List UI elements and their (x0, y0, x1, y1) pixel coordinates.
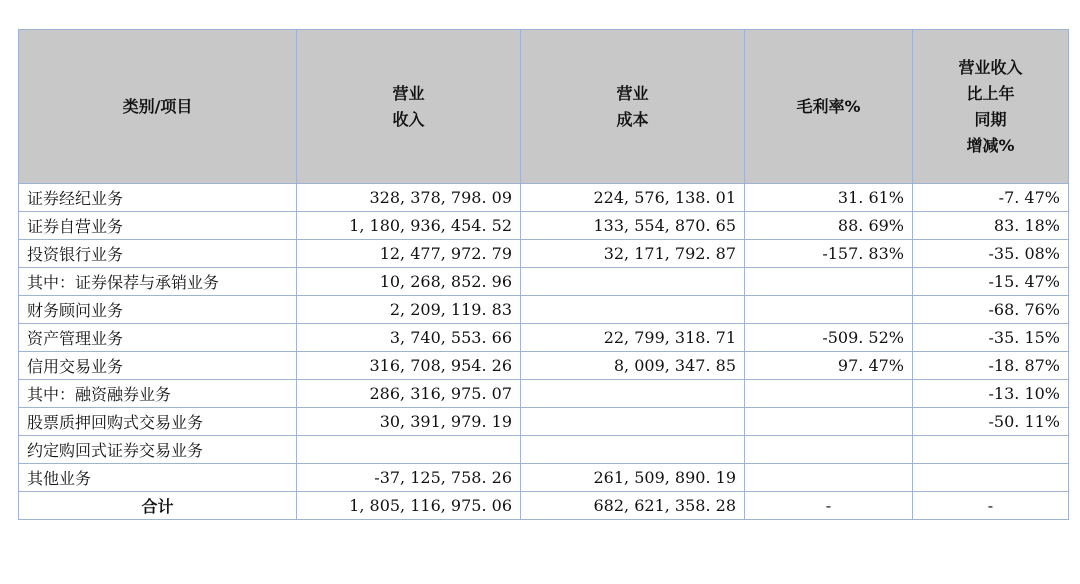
row-change (913, 464, 1069, 492)
row-label: 股票质押回购式交易业务 (19, 408, 297, 436)
row-revenue: 12, 477, 972. 79 (297, 240, 521, 268)
row-margin: -157. 83% (745, 240, 913, 268)
row-change: -35. 15% (913, 324, 1069, 352)
row-cost: 22, 799, 318. 71 (521, 324, 745, 352)
row-label: 证券经纪业务 (19, 184, 297, 212)
row-cost: 133, 554, 870. 65 (521, 212, 745, 240)
table-row (19, 268, 1069, 296)
row-margin (745, 464, 913, 492)
header-revenue: 营业 收入 (297, 30, 521, 184)
header-cost: 营业 成本 (521, 30, 745, 184)
table-header-row (19, 30, 1069, 184)
table-row (19, 324, 1069, 352)
total-revenue: 1, 805, 116, 975. 06 (297, 492, 521, 520)
row-revenue: 286, 316, 975. 07 (297, 380, 521, 408)
table-row (19, 436, 1069, 464)
row-margin: -509. 52% (745, 324, 913, 352)
row-label: 约定购回式证券交易业务 (19, 436, 297, 464)
row-revenue: 2, 209, 119. 83 (297, 296, 521, 324)
row-revenue: 3, 740, 553. 66 (297, 324, 521, 352)
table-row (19, 380, 1069, 408)
total-cost: 682, 621, 358. 28 (521, 492, 745, 520)
row-change: -68. 76% (913, 296, 1069, 324)
row-change: -15. 47% (913, 268, 1069, 296)
table-row (19, 212, 1069, 240)
table-row (19, 408, 1069, 436)
row-revenue: 328, 378, 798. 09 (297, 184, 521, 212)
row-cost (521, 268, 745, 296)
table-row (19, 240, 1069, 268)
total-margin: - (745, 492, 913, 520)
row-revenue: 1, 180, 936, 454. 52 (297, 212, 521, 240)
total-label: 合计 (19, 492, 297, 520)
row-label: 资产管理业务 (19, 324, 297, 352)
row-cost: 32, 171, 792. 87 (521, 240, 745, 268)
row-change: -13. 10% (913, 380, 1069, 408)
row-cost (521, 436, 745, 464)
row-margin: 88. 69% (745, 212, 913, 240)
row-margin (745, 380, 913, 408)
row-revenue: 10, 268, 852. 96 (297, 268, 521, 296)
header-category: 类别/项目 (19, 30, 297, 184)
row-margin (745, 268, 913, 296)
row-label: 其他业务 (19, 464, 297, 492)
row-change: -7. 47% (913, 184, 1069, 212)
header-margin: 毛利率% (745, 30, 913, 184)
row-revenue: 30, 391, 979. 19 (297, 408, 521, 436)
total-row (19, 492, 1069, 520)
row-change: 83. 18% (913, 212, 1069, 240)
row-change (913, 436, 1069, 464)
table-row (19, 184, 1069, 212)
row-cost (521, 296, 745, 324)
row-revenue (297, 436, 521, 464)
row-margin (745, 408, 913, 436)
row-change: -50. 11% (913, 408, 1069, 436)
row-revenue: 316, 708, 954. 26 (297, 352, 521, 380)
table-row (19, 352, 1069, 380)
table-row (19, 296, 1069, 324)
header-change: 营业收入 比上年 同期 增减% (913, 30, 1069, 184)
table-row (19, 464, 1069, 492)
row-change: -18. 87% (913, 352, 1069, 380)
row-label: 信用交易业务 (19, 352, 297, 380)
row-cost (521, 380, 745, 408)
row-change: -35. 08% (913, 240, 1069, 268)
row-label: 证券自营业务 (19, 212, 297, 240)
total-change: - (913, 492, 1069, 520)
row-margin (745, 436, 913, 464)
row-margin: 97. 47% (745, 352, 913, 380)
row-margin: 31. 61% (745, 184, 913, 212)
row-label: 其中：融资融券业务 (19, 380, 297, 408)
row-cost: 8, 009, 347. 85 (521, 352, 745, 380)
row-cost: 261, 509, 890. 19 (521, 464, 745, 492)
row-label: 投资银行业务 (19, 240, 297, 268)
row-margin (745, 296, 913, 324)
row-label: 其中：证券保荐与承销业务 (19, 268, 297, 296)
row-revenue: -37, 125, 758. 26 (297, 464, 521, 492)
row-cost: 224, 576, 138. 01 (521, 184, 745, 212)
business-segment-table (18, 29, 1069, 520)
row-label: 财务顾问业务 (19, 296, 297, 324)
row-cost (521, 408, 745, 436)
